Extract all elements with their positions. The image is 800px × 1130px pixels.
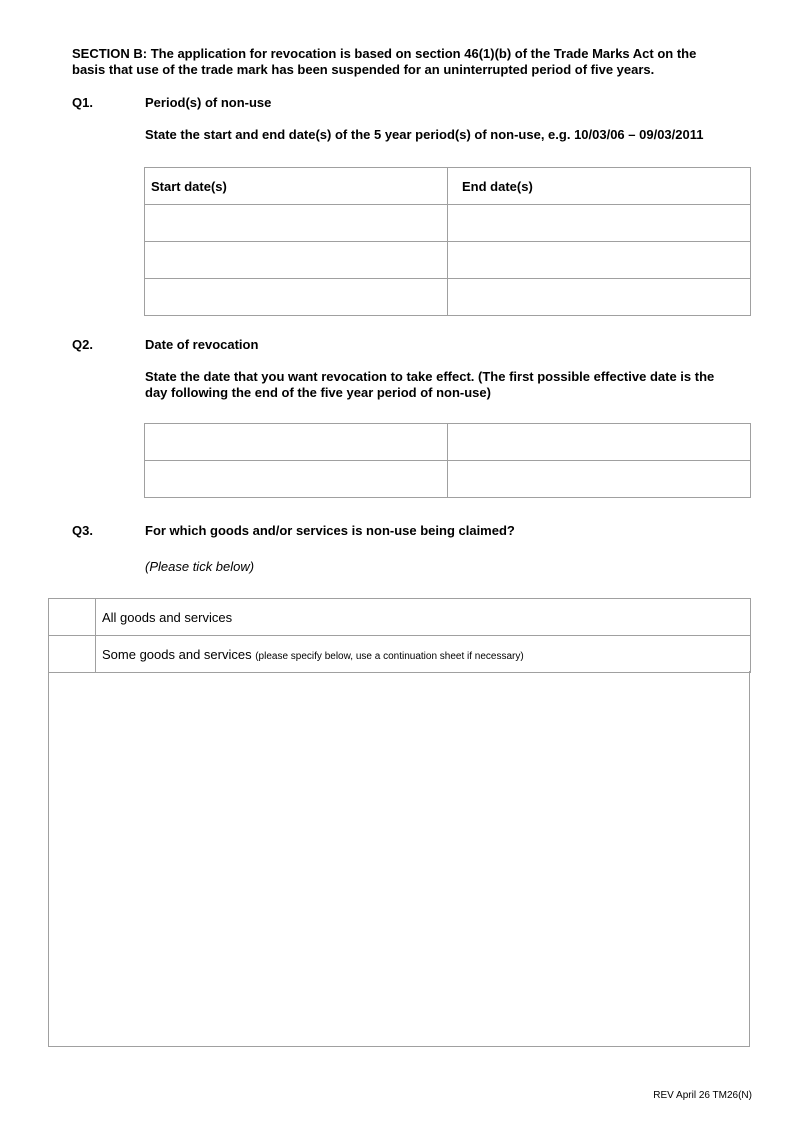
table-row: [145, 205, 751, 242]
table-row: [145, 242, 751, 279]
option-all-label: [96, 599, 751, 636]
revocation-date-field[interactable]: [448, 424, 751, 461]
some-goods-tickbox[interactable]: [49, 636, 96, 673]
option-some-label: [96, 636, 751, 673]
revocation-date-field[interactable]: [145, 461, 448, 498]
q2-number: Q2.: [72, 337, 93, 352]
start-date-field[interactable]: [145, 205, 448, 242]
section-b-heading: [72, 46, 742, 78]
q1-number: Q1.: [72, 95, 93, 110]
table-row: [145, 424, 751, 461]
q3-number: Q3.: [72, 523, 93, 538]
q2-title: Date of revocation: [145, 337, 259, 352]
table-row: [145, 279, 751, 316]
all-goods-tickbox[interactable]: [49, 599, 96, 636]
start-date-field[interactable]: [145, 242, 448, 279]
end-date-field[interactable]: [448, 205, 751, 242]
option-some-text: Some goods and services: [102, 646, 252, 662]
q2-instruction: [145, 369, 755, 401]
q2-instruction-line2: day following the end of the five year period of non-use): [145, 385, 491, 400]
table-row: [145, 461, 751, 498]
q1-instruction: State the start and end date(s) of the 5 year period(s) of non-use, e.g. 10/03/06 – 09/03/2011: [145, 127, 704, 142]
end-date-field[interactable]: [448, 242, 751, 279]
q1-title: Period(s) of non-use: [145, 95, 272, 110]
revocation-date-field[interactable]: [448, 461, 751, 498]
section-b-heading-line2: basis that use of the trade mark has been suspended for an uninterrupted period of five years.: [72, 62, 655, 77]
non-use-period-table: [144, 167, 751, 316]
option-all-text: All goods and services: [102, 609, 233, 625]
revision-footer: REV April 26 TM26(N): [653, 1090, 752, 1101]
option-row-all: [49, 599, 751, 636]
q3-note: (Please tick below): [145, 559, 255, 574]
section-b-heading-line1: SECTION B: The application for revocation is based on section 46(1)(b) of the Trade Marks Act on the: [72, 46, 697, 61]
goods-services-options: [48, 598, 751, 673]
start-date-header: Start date(s): [145, 168, 448, 205]
q3-title: For which goods and/or services is non-use being claimed?: [145, 523, 515, 538]
start-date-field[interactable]: [145, 279, 448, 316]
goods-services-specify-field[interactable]: [48, 671, 750, 1047]
end-date-field[interactable]: [448, 279, 751, 316]
revocation-date-table: [144, 423, 751, 498]
option-row-some: [49, 636, 751, 673]
revocation-date-field[interactable]: [145, 424, 448, 461]
q2-instruction-line1: State the date that you want revocation to take effect. (The first possible effective date is the: [145, 369, 715, 384]
end-date-header: End date(s): [448, 168, 751, 205]
option-some-note: (please specify below, use a continuation sheet if necessary): [255, 650, 524, 662]
